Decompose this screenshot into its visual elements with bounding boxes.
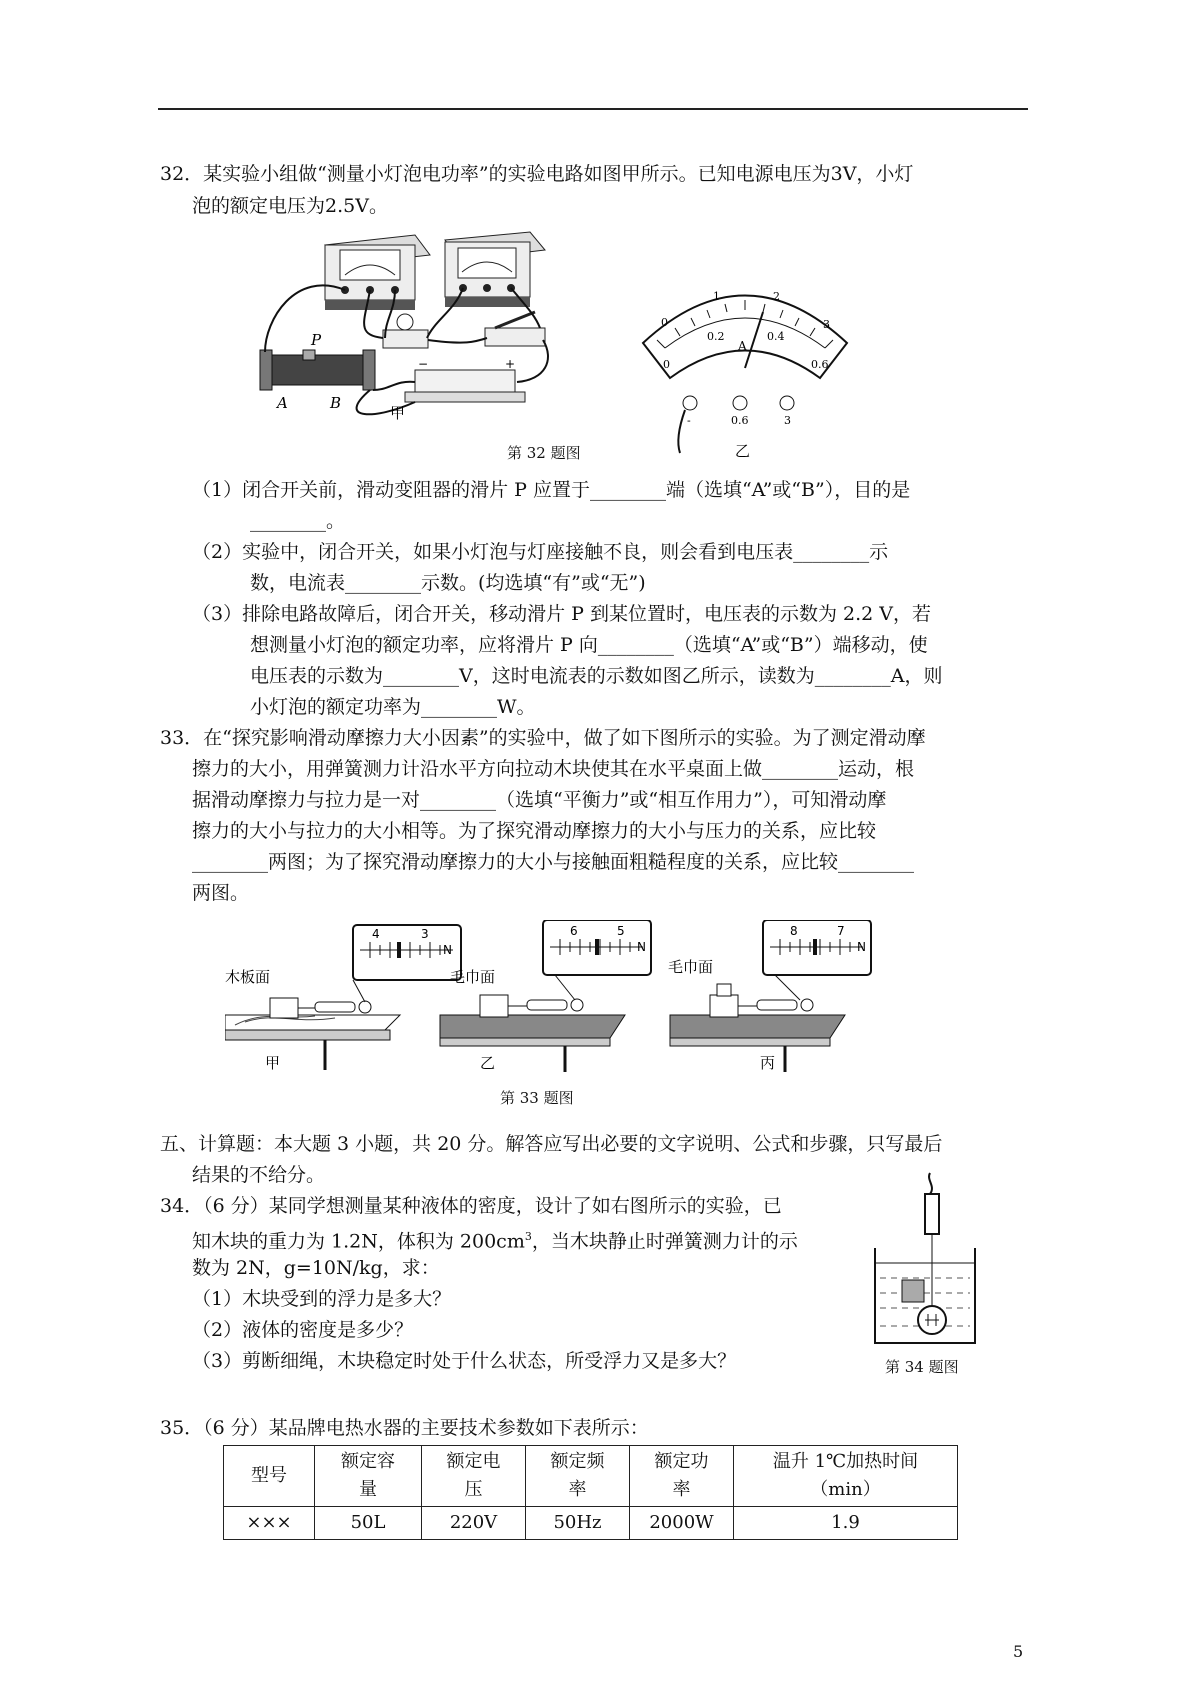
header-frequency: 额定频 率 [526,1446,630,1507]
q34-line3: 数为 2N，g=10N/kg，求： [192,1257,440,1279]
q32-part3-line3: 电压表的示数为________V，这时电流表的示数如图乙所示，读数为________A，则 [250,665,943,687]
section5-line1: 五、计算题：本大题 3 小题，共 20 分。解答应写出必要的文字说明、公式和步骤，只写最后 [160,1133,943,1155]
cell-capacity: 50L [315,1507,422,1540]
battery [405,357,525,402]
panel3-scale-hi: 8 [790,924,798,938]
q32-part3-line4: 小灯泡的额定功率为________W。 [250,696,536,718]
panel3-label: 丙 [760,1054,776,1072]
cell-power: 2000W [630,1507,734,1540]
rheostat-slider-label: P [311,331,322,349]
q34-part3: （3）剪断细绳，木块稳定时处于什么状态，所受浮力又是多大？ [192,1350,737,1372]
panel1-scale-lo: 3 [421,927,429,941]
panel1-surface: 木板面 [225,968,271,986]
q32-stem-line1: 32．某实验小组做“测量小灯泡电功率”的实验电路如图甲所示。已知电源电压为3V，小灯 [160,163,914,185]
q34-figure [870,1168,980,1348]
header-model: 型号 [224,1446,315,1507]
panel2-unit: N [637,940,646,954]
dial-top-tick-1: 1 [713,290,720,303]
q32-stem-line2: 泡的额定电压为2.5V。 [192,195,388,217]
rheostat [260,350,375,390]
q33-line1: 33．在“探究影响滑动摩擦力大小因素”的实验中，做了如下图所示的实验。为了测定滑动摩 [160,727,926,749]
panel2-label: 乙 [480,1054,496,1072]
svg-text:+: + [505,357,516,371]
table-row [224,1507,958,1540]
q33-line4: 擦力的大小与拉力的大小相等。为了探究滑动摩擦力的大小与压力的关系，应比较 [192,820,877,842]
q33-figure [225,920,915,1075]
dial-bottom-tick-3: 0.6 [811,358,829,371]
dial-bottom-tick-2: 0.4 [767,330,785,343]
q32-part1-line1: （1）闭合开关前，滑动变阻器的滑片 P 应置于________端（选填“A”或“B”），目的是 [192,479,911,501]
panel3-unit: N [857,940,866,954]
cell-heating-time: 1.9 [734,1507,958,1540]
q35-line1: 35．（6 分）某品牌电热水器的主要技术参数如下表所示： [160,1417,649,1439]
fig32-label-jia: 甲 [390,404,406,422]
dial-top-tick-0: 0 [661,316,668,329]
fig32-label-yi: 乙 [735,442,751,460]
cell-model: ××× [224,1507,315,1540]
friction-panel-3 [668,920,871,1072]
section5-line2: 结果的不给分。 [192,1164,326,1186]
q33-line3: 据滑动摩擦力与拉力是一对________（选填“平衡力”或“相互作用力”），可知滑动摩 [192,789,887,811]
dial-bottom-tick-1: 0.2 [707,330,725,343]
dial-unit: A [738,339,747,353]
panel1-label: 甲 [265,1054,281,1072]
page-number: 5 [1013,1642,1024,1661]
table-header-row [224,1446,958,1507]
panel2-surface: 毛巾面 [450,968,496,986]
q33-line5: ________两图；为了探究滑动摩擦力的大小与接触面粗糙程度的关系，应比较________ [192,851,915,873]
q32-ammeter-dial [635,268,855,463]
terminal-3: 3 [784,414,791,427]
q32-figure-caption: 第 32 题图 [507,444,581,462]
q34-part1: （1）木块受到的浮力是多大？ [192,1288,452,1310]
panel3-scale-lo: 7 [837,924,845,938]
q32-part3-line2: 想测量小灯泡的额定功率，应将滑片 P 向________（选填“A”或“B”）端移动，使 [250,634,928,656]
q34-line2-post: ，当木块静止时弹簧测力计的示 [531,1230,798,1253]
header-capacity: 额定容 量 [315,1446,422,1507]
lamp [383,314,428,348]
q32-circuit-figure [255,230,585,465]
panel2-scale-hi: 6 [570,924,578,938]
ammeter-needle [745,312,763,368]
dial-bottom-tick-0: 0 [663,358,670,371]
q33-line2: 擦力的大小，用弹簧测力计沿水平方向拉动木块使其在水平桌面上做________运动，根 [192,758,915,780]
q34-part2: （2）液体的密度是多少？ [192,1319,414,1341]
q33-figure-caption: 第 33 题图 [500,1089,574,1107]
panel3-surface: 毛巾面 [668,958,714,976]
q34-line2-sup: 3 [524,1230,532,1243]
header-power: 额定功 率 [630,1446,734,1507]
panel1-scale-hi: 4 [372,927,380,941]
q32-part3-line1: （3）排除电路故障后，闭合开关，移动滑片 P 到某位置时，电压表的示数为 2.2 V，若 [192,603,931,625]
ammeter [325,235,430,310]
rheostat-end-b-label: B [330,394,342,412]
cell-voltage: 220V [422,1507,526,1540]
header-heating-time: 温升 1℃加热时间 （min） [734,1446,958,1507]
cell-frequency: 50Hz [526,1507,630,1540]
terminal-negative: - [687,414,691,427]
panel2-scale-lo: 5 [617,924,625,938]
q32-part1-line2: ________。 [250,510,346,532]
header-rule [158,108,1028,110]
heater-spec-table [223,1445,958,1540]
friction-panel-1 [225,925,461,1072]
q32-part2-line1: （2）实验中，闭合开关，如果小灯泡与灯座接触不良，则会看到电压表________示 [192,541,889,563]
header-voltage: 额定电 压 [422,1446,526,1507]
switch [485,312,545,346]
dial-top-tick-2: 2 [773,290,780,303]
q34-figure-caption: 第 34 题图 [885,1358,959,1376]
q33-line6: 两图。 [192,882,250,904]
q34-line2-pre: 知木块的重力为 1.2N，体积为 200cm [192,1230,525,1253]
rheostat-end-a-label: A [277,394,288,412]
svg-text:−: − [418,357,429,371]
q34-line1: 34．（6 分）某同学想测量某种液体的密度，设计了如右图所示的实验，已 [160,1195,782,1217]
q32-part2-line2: 数，电流表________示数。(均选填“有”或“无”) [250,572,646,594]
panel1-unit: N [443,943,452,957]
friction-panel-2 [440,920,651,1072]
terminal-0-6: 0.6 [731,414,749,427]
dial-top-tick-3: 3 [823,318,830,331]
